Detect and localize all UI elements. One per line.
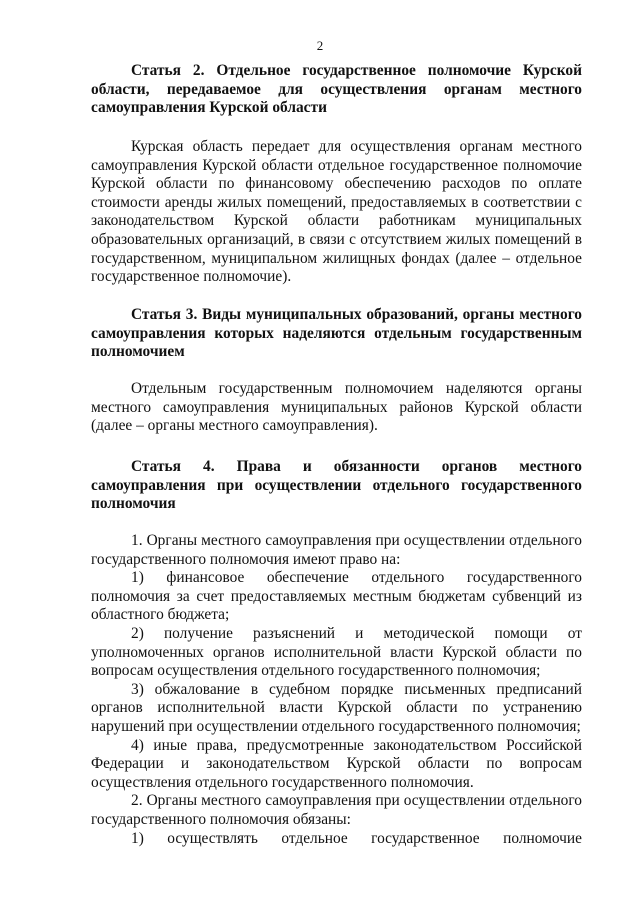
text-line: стоимости аренды жилых помещений, предоставляемых в соответствии с — [91, 193, 582, 211]
text-line: законодательством Курской области работникам муниципальных — [91, 212, 582, 230]
text-line: осуществления отдельного государственного полномочия. — [91, 773, 474, 791]
heading-line: самоуправления которых наделяются отдельным государственным — [91, 324, 582, 342]
article-4-heading — [91, 458, 582, 514]
heading-line: полномочием — [91, 343, 185, 361]
text-line: 2. Органы местного самоуправления при осуществлении отдельного — [131, 792, 582, 810]
heading-line: Статья 4. Права и обязанности органов местного — [131, 458, 582, 475]
heading-line: самоуправления при осуществлении отдельного государственного — [91, 476, 582, 494]
text-line: полномочия за счет предоставляемых местным бюджетам субвенций из — [91, 587, 582, 605]
text-line: 1) осуществлять отдельное государственное полномочие — [131, 829, 582, 847]
text-line: местного самоуправления муниципальных районов Курской области — [91, 398, 582, 416]
text-line: областного бюджета; — [91, 606, 230, 624]
heading-line: области, передаваемое для осуществления органам местного — [91, 80, 582, 98]
heading-line: Статья 2. Отдельное государственное полномочие Курской — [131, 62, 582, 79]
text-line: Курской области по финансовому обеспечению расходов по оплате — [91, 175, 582, 193]
text-line: органов исполнительной власти Курской области по устранению — [91, 699, 582, 717]
article-2-text — [91, 138, 582, 287]
article-2-heading — [91, 62, 582, 118]
text-line: уполномоченных органов исполнительной власти Курской области по — [91, 643, 582, 661]
heading-line: Статья 3. Виды муниципальных образований, органы местного — [131, 306, 582, 323]
text-line: государственное полномочие). — [91, 268, 292, 286]
text-line: 2) получение разъяснений и методической помощи от — [131, 624, 582, 642]
text-line: 1) финансовое обеспечение отдельного государственного — [131, 569, 582, 587]
text-line: вопросам осуществления отдельного государственного полномочия; — [91, 662, 541, 680]
text-line: государственного полномочия имеют право на: — [91, 550, 401, 568]
text-line: (далее – органы местного самоуправления). — [91, 417, 378, 435]
article-3-heading — [91, 306, 582, 362]
text-line: образовательных организаций, в связи с отсутствием жилых помещений в — [91, 230, 582, 248]
text-line: Федерации и законодательством Курской области по вопросам — [91, 755, 582, 773]
text-line: 3) обжалование в судебном порядке письменных предписаний — [131, 680, 582, 698]
text-line: государственного полномочия обязаны: — [91, 810, 351, 828]
text-line: 4) иные права, предусмотренные законодательством Российской — [131, 736, 582, 754]
article-4-text — [91, 532, 582, 848]
text-line: 1. Органы местного самоуправления при осуществлении отдельного — [131, 532, 582, 549]
page-number: 2 — [316, 38, 324, 53]
text-line: нарушений при осуществлении отдельного государственного полномочия; — [91, 717, 581, 735]
text-line: Курская область передает для осуществления органам местного — [131, 138, 582, 155]
text-line: государственном, муниципальном жилищных фондах (далее – отдельное — [91, 249, 582, 267]
heading-line: самоуправления Курской области — [91, 99, 327, 117]
article-3-text — [91, 380, 582, 436]
text-line: самоуправления Курской области отдельное государственное полномочие — [91, 156, 582, 174]
text-line: Отдельным государственным полномочием наделяются органы — [131, 380, 582, 397]
heading-line: полномочия — [91, 495, 176, 513]
